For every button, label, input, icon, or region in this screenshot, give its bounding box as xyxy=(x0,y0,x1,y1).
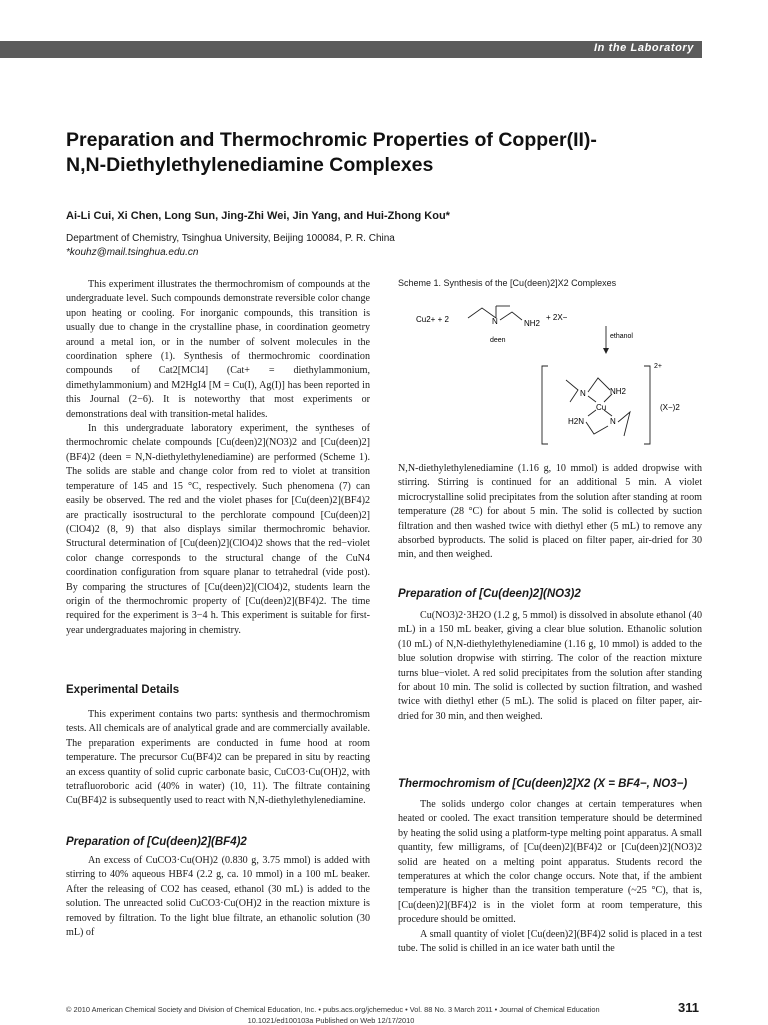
prep-no3-section xyxy=(398,609,702,724)
prep-bf4-section xyxy=(66,854,370,940)
reactant-cu-label: Cu2+ + 2 xyxy=(416,315,449,324)
complex-n-atom: N xyxy=(580,389,586,398)
prep-bf4-continuation xyxy=(398,462,702,563)
complex-h2n-group: H2N xyxy=(568,417,585,426)
intro-section xyxy=(66,278,370,638)
footer-citation: © 2010 American Chemical Society and Division of Chemical Education, Inc. • pubs.acs.org/jchemeduc • Vol. 88 No. 3 March 2011 • Journal of Chemical Education xyxy=(66,1005,600,1014)
complex-chain-bond xyxy=(586,422,608,434)
deen-nh2-group: NH2 xyxy=(524,319,541,328)
corresponding-email[interactable]: *kouhz@mail.tsinghua.edu.cn xyxy=(66,247,199,258)
prep-bf4-paragraph: An excess of CuCO3·Cu(OH)2 (0.830 g, 3.75 mmol) is added with stirring to 40% aqueous HBF4 (2.2 g, ca. 10 mmol) in a 100 mL beaker. After the releasing of CO2 has ceased, ethanol (30 mL) is added to the solution. The unreacted solid CuCO3·Cu(OH)2 in the reaction mixture is removed by filtration. To the light blue filtrate, an ethanolic solution (30 mL) of xyxy=(66,855,370,939)
prep-no3-heading: Preparation of [Cu(deen)2](NO3)2 xyxy=(398,588,581,600)
complex-coord-bond xyxy=(588,396,596,402)
reactant-x-label: + 2X− xyxy=(546,313,568,322)
article-title: Preparation and Thermochromic Properties of Copper(II)-N,N-Diethylethylenediamine Complexes xyxy=(66,129,597,176)
solvent-label: ethanol xyxy=(610,333,633,340)
thermo-paragraph-1: The solids undergo color changes at certain temperatures when heated or cooled. The exact transition temperature should be determined by heating the solid using a platform-type melting point apparatus. A small quantity, few milligrams, of [Cu(deen)2](BF4)2 or [Cu(deen)2](NO3)2 solid are heated on a melting point apparatus. Students record the temperatures at which the color change occurs. Note that, if the ambient temperature is higher than the transition temperature (~25 °C), that is, [Cu(deen)2](BF4)2 is in the violet form at room temperature, this procedure should be omitted. xyxy=(398,799,702,926)
thermo-paragraph-2: A small quantity of violet [Cu(deen)2](BF4)2 solid is placed in a test tube. The solid is chilled in an ice water bath until the xyxy=(398,928,702,955)
footer-doi[interactable]: 10.1021/ed100103a Published on Web 12/17/2010 xyxy=(247,1016,415,1025)
deen-chain-bond xyxy=(500,312,522,320)
counterion-label: (X−)2 xyxy=(660,403,680,412)
intro-paragraph-1: This experiment illustrates the thermochromism of compounds at the undergraduate level. Such compounds demonstrate reversible color change upon heating or cooling. For inorganic compounds, this transition is usually due to change in the crystalline phase, in coordination geometry around a metal ion, or in the number of solvent molecules in the coordination sphere (1). Synthesis of thermochromic coordination compounds of Cat2[MCl4] (Cat+ = diethylammonium, dimethylammonium) and M2HgI4 [M = Cu(I), Ag(I)] has been reported in this Journal (2−6). It is noteworthy that most experiments or demonstrations deal with transition-metal halides. xyxy=(66,279,370,420)
intro-paragraph-2: In this undergraduate laboratory experiment, the syntheses of thermochromic chelate compounds [Cu(deen)2](NO3)2 and [Cu(deen)2](BF4)2 (deen = N,N-diethylethylenediamine) are performed (Scheme 1). The solids are stable and change color from red to violet at transition temperature of 145 and 15 °C, respectively. Such phenomena (7) can easily be observed. The red and the violet phases for [Cu(deen)2](BF4)2 are practically isostructural to the perchlorate compound [Cu(deen)2](ClO4)2 (8, 9) that also displays similar thermochromic behavior. Structural determination of [Cu(deen)2](ClO4)2 shows that the red−violet color change corresponds to the structural change of the CuN4 coordination configuration from square planar to tetrahedral (vide post). By comparing the structures of [Cu(deen)2](ClO4)2, students learn the origin of the thermochromic property of [Cu(deen)2](BF4)2. The time required for the experiment is 3−4 h. This experiment is suitable for first-year undergraduates majoring in chemistry. xyxy=(66,423,370,636)
prep-no3-paragraph: Cu(NO3)2·3H2O (1.2 g, 5 mmol) is dissolved in absolute ethanol (40 mL) in a 150 mL beaker, giving a clear blue solution. Ethanolic solution (10 mL) of N,N-diethylethylenediamine (1.16 g, 10 mmol) is added to the blue solution dropwise with stirring. The color of the reaction mixture turns blue−violet. A red solid precipitates from the solution after standing for about 10 min. The solid is collected by suction filtration, and washed twice with diethyl ether (5 mL). The solid is placed on filter paper, air-dried for 30 min, and then weighed. xyxy=(398,610,702,722)
affiliation: Department of Chemistry, Tsinghua University, Beijing 100084, P. R. China xyxy=(66,233,395,244)
complex-charge: 2+ xyxy=(654,363,662,370)
experimental-section xyxy=(66,708,370,809)
complex-ethyl-bond xyxy=(618,412,630,436)
complex-coord-bond xyxy=(588,410,596,416)
deen-label: deen xyxy=(490,337,506,344)
complex-nh2-group: NH2 xyxy=(610,387,627,396)
complex-n-atom: N xyxy=(610,417,616,426)
page-number: 311 xyxy=(678,1000,699,1015)
reaction-arrow-head xyxy=(603,348,609,354)
complex-bracket-left xyxy=(542,366,548,444)
experimental-heading: Experimental Details xyxy=(66,684,180,696)
prep-bf4-heading: Preparation of [Cu(deen)2](BF4)2 xyxy=(66,836,247,848)
synthesis-scheme xyxy=(398,298,702,450)
copper-atom: Cu xyxy=(596,403,607,412)
experimental-paragraph: This experiment contains two parts: synthesis and thermochromism tests. All chemicals are of analytical grade and are commercially available. The preparation experiments are conducted in fume hood at room temperature. The precursor Cu(BF4)2 can be prepared in situ by reacting an excess quantity of solid cupric carbonate basic, CuCO3·Cu(OH)2, with tetrafluoroboric acid (40% in water) (10, 11). The filtrate containing Cu(BF4)2 is subsequently used to react with N,N-diethylethylenediamine. xyxy=(66,709,370,807)
complex-chain-bond xyxy=(588,378,610,392)
continuation-paragraph: N,N-diethylethylenediamine (1.16 g, 10 mmol) is added dropwise with stirring. Stirring is continued for an additional 5 min. A violet microcrystalline solid precipitates from the solution after standing at room temperature (28 °C) for about 5 min. The solid is collected by suction filtration and then washed twice with diethyl ether (5 mL) to remove any absorbed byproducts. The solid is placed on filter paper, air-dried for 30 min, and then weighed. xyxy=(398,463,702,561)
author-list: Ai-Li Cui, Xi Chen, Long Sun, Jing-Zhi Wei, Jin Yang, and Hui-Zhong Kou* xyxy=(66,210,450,222)
complex-bracket-right xyxy=(644,366,650,444)
section-label: In the Laboratory xyxy=(593,42,694,54)
section-banner xyxy=(0,41,702,58)
thermochromism-heading: Thermochromism of [Cu(deen)2]X2 (X = BF4−, NO3−) xyxy=(398,778,688,790)
scheme-caption: Scheme 1. Synthesis of the [Cu(deen)2]X2 Complexes xyxy=(398,278,617,288)
thermochromism-section xyxy=(398,798,702,956)
deen-n-atom: N xyxy=(492,317,498,326)
complex-ethyl-bond xyxy=(566,380,578,402)
